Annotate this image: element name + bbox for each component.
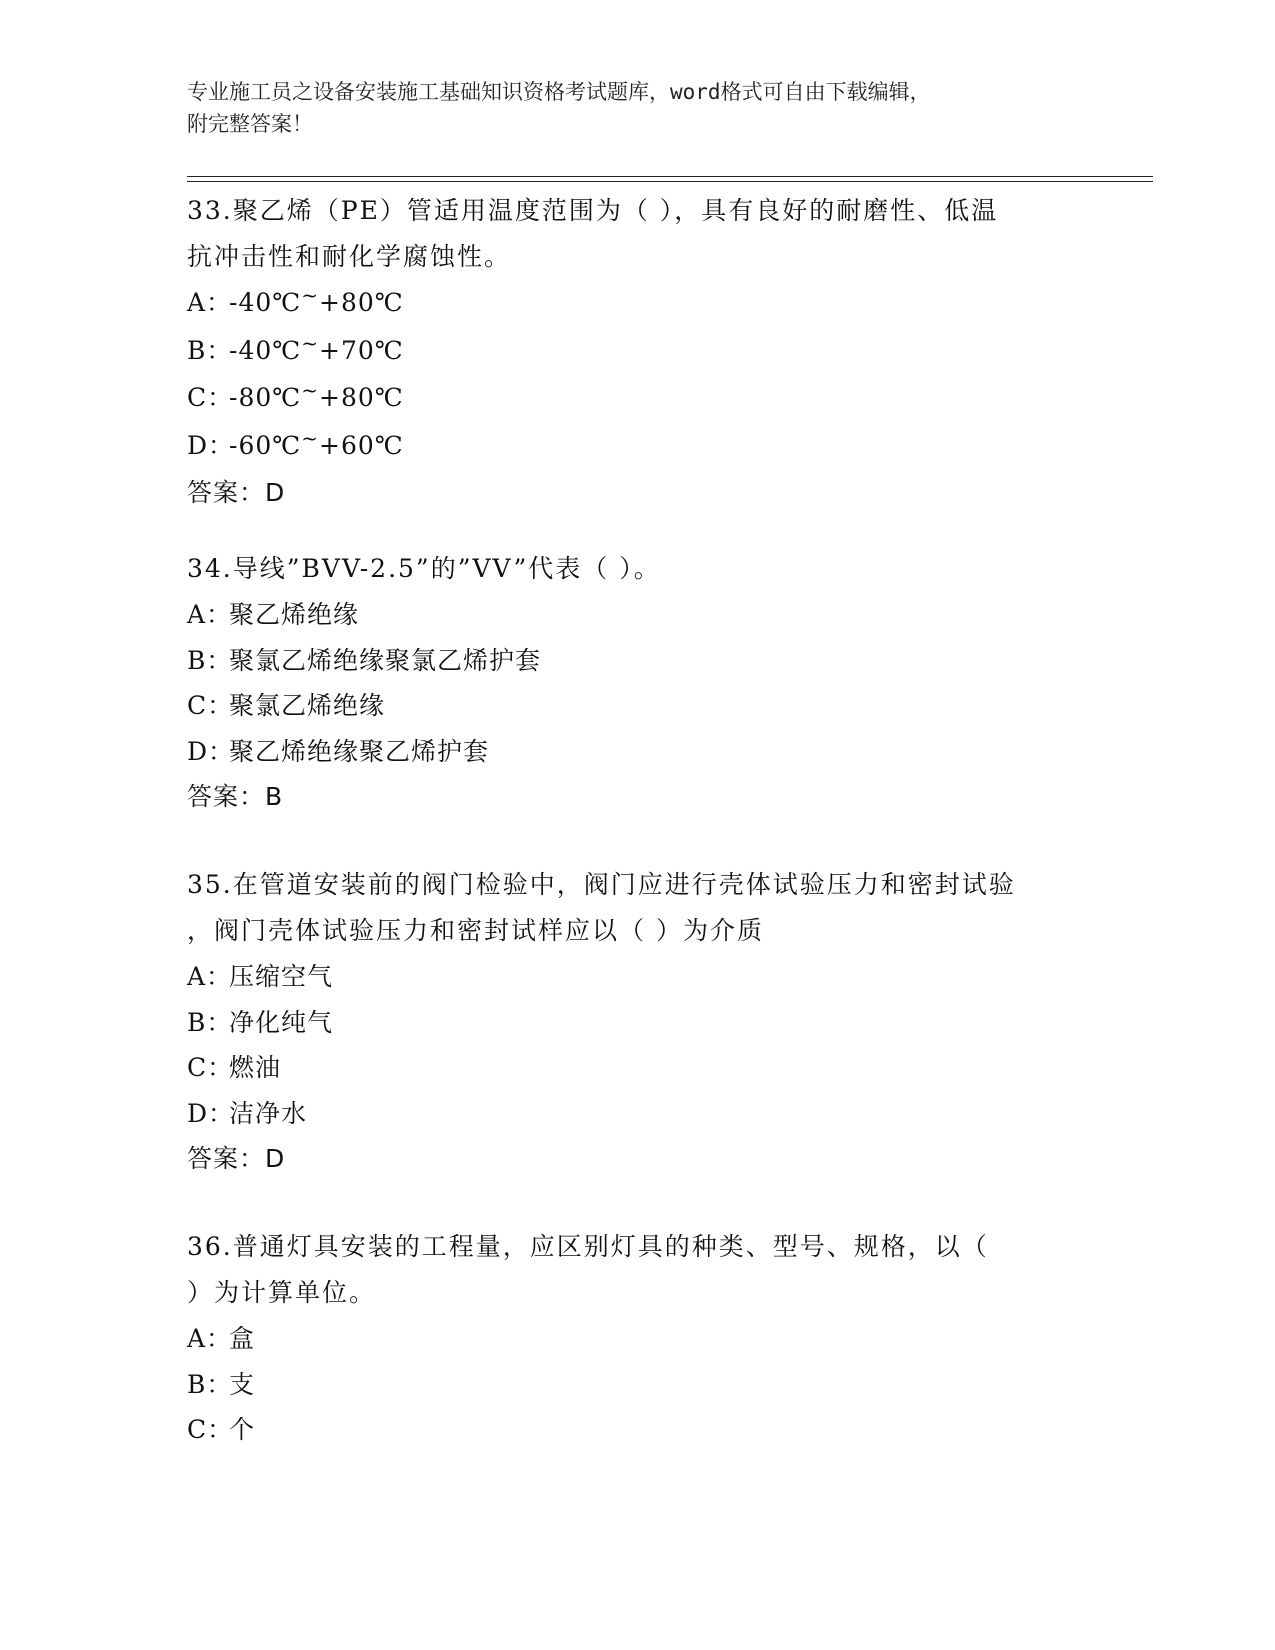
option-tilde: ~ <box>301 330 319 355</box>
option-d <box>187 1091 1087 1137</box>
stem-line: 33.聚乙烯（PE）管适用温度范围为（ ），具有良好的耐磨性、低温 <box>187 196 999 225</box>
option-c <box>187 1407 1087 1453</box>
stem-line: ，阀门壳体试验压力和密封试样应以（ ）为介质 <box>187 916 764 945</box>
option-text: 个 <box>229 1415 256 1444</box>
option-text: 洁净水 <box>229 1098 308 1128</box>
question-33 <box>187 188 1087 516</box>
stem-line: 34.导线”BVV-2.5”的”VV”代表（ ）。 <box>187 554 661 583</box>
option-text: 聚乙烯绝缘 <box>229 600 360 629</box>
stem-line: 抗冲击性和耐化学腐蚀性。 <box>187 242 512 271</box>
question-stem <box>187 862 1087 954</box>
option-text: 净化纯气 <box>229 1007 334 1037</box>
option-text: 聚乙烯绝缘聚乙烯护套 <box>229 736 490 766</box>
question-34 <box>187 546 1087 820</box>
option-letter: C： <box>187 1053 234 1082</box>
answer-text: 答案：B <box>187 782 284 811</box>
header-divider-bottom <box>187 181 1153 182</box>
option-text: 压缩空气 <box>229 962 334 991</box>
option-b <box>187 1362 1087 1408</box>
option-text: 聚氯乙烯绝缘聚氯乙烯护套 <box>229 645 542 675</box>
option-letter: A： <box>187 288 233 317</box>
option-text-end: +60℃ <box>319 430 404 460</box>
option-a <box>187 592 1087 638</box>
document-header <box>187 76 1067 140</box>
option-c <box>187 375 1087 423</box>
option-d <box>187 423 1087 471</box>
stem-line: 35.在管道安装前的阀门检验中，阀门应进行壳体试验压力和密封试验 <box>187 870 1016 899</box>
option-d <box>187 729 1087 775</box>
header-divider-top <box>187 176 1153 177</box>
question-36 <box>187 1224 1087 1453</box>
option-text: -40℃ <box>229 288 302 317</box>
option-tilde: ~ <box>301 378 319 402</box>
option-text: -60℃ <box>229 430 302 460</box>
header-line-2: 附完整答案！ <box>187 112 313 136</box>
option-b <box>187 328 1087 376</box>
option-letter: B： <box>187 1369 233 1399</box>
answer-text: 答案：D <box>187 478 286 507</box>
option-letter: C： <box>187 1415 234 1444</box>
option-a <box>187 954 1087 1000</box>
question-35 <box>187 862 1087 1182</box>
option-text: 燃油 <box>229 1053 282 1082</box>
option-b <box>187 1000 1087 1046</box>
option-letter: C： <box>187 691 234 720</box>
option-text-end: +80℃ <box>319 288 404 317</box>
option-tilde: ~ <box>301 283 319 307</box>
option-tilde: ~ <box>301 425 319 450</box>
option-a <box>187 1316 1087 1362</box>
option-letter: A： <box>187 1324 233 1353</box>
option-letter: D： <box>187 430 235 460</box>
option-text-end: +70℃ <box>319 335 404 365</box>
question-stem <box>187 188 1087 280</box>
option-letter: A： <box>187 962 233 991</box>
question-stem <box>187 546 1087 592</box>
option-c <box>187 1045 1087 1091</box>
option-letter: D： <box>187 736 235 766</box>
stem-line: 36.普通灯具安装的工程量，应区别灯具的种类、型号、规格，以（ <box>187 1232 989 1261</box>
option-letter: A： <box>187 600 233 629</box>
answer-text: 答案：D <box>187 1144 286 1173</box>
option-text-end: +80℃ <box>319 383 404 412</box>
option-text: -40℃ <box>229 335 302 365</box>
question-stem <box>187 1224 1087 1316</box>
option-text: -80℃ <box>229 383 302 412</box>
option-a <box>187 280 1087 328</box>
header-line-1: 专业施工员之设备安装施工基础知识资格考试题库，word格式可自由下载编辑， <box>187 80 931 104</box>
option-letter: C： <box>187 383 234 412</box>
stem-line: ）为计算单位。 <box>187 1278 377 1307</box>
option-c <box>187 683 1087 729</box>
option-letter: D： <box>187 1098 235 1128</box>
option-b <box>187 638 1087 684</box>
option-text: 支 <box>229 1369 256 1399</box>
option-letter: B： <box>187 1007 233 1037</box>
option-letter: B： <box>187 335 233 365</box>
option-letter: B： <box>187 645 233 675</box>
option-text: 盒 <box>229 1324 256 1353</box>
option-text: 聚氯乙烯绝缘 <box>229 691 386 720</box>
